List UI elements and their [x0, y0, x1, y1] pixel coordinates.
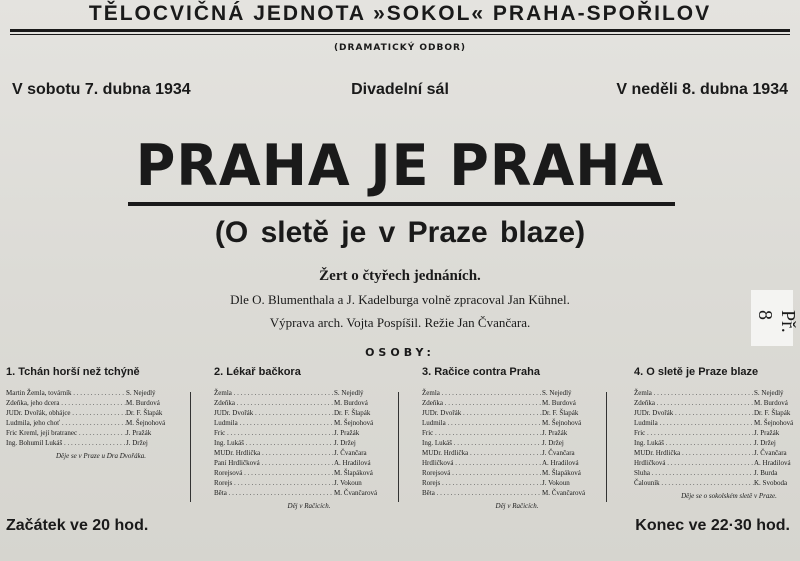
cast-row: [214, 388, 404, 398]
act-column: [6, 366, 196, 460]
role-name: Ludmila . . .: [214, 418, 334, 428]
play-title: PRAHA JE PRAHA: [135, 132, 665, 199]
role-name: Hrdličková . . .: [422, 458, 542, 468]
cast-list: [422, 388, 612, 498]
cast-row: [634, 418, 800, 428]
actor-name: M. Šejnohová: [334, 419, 374, 427]
header-rule: [10, 29, 790, 32]
end-time: Konec ve 22·30 hod.: [635, 517, 790, 534]
role-name: Čalouník . . .: [634, 478, 754, 488]
actor-name: J. Pražák: [754, 429, 780, 437]
cast-row: [422, 468, 612, 478]
cast-row: [214, 428, 404, 438]
actor-name: M. Burdová: [334, 399, 368, 407]
role-name: Rorejs . . .: [214, 478, 334, 488]
venue: Divadelní sál: [351, 81, 449, 98]
cast-row: [214, 398, 404, 408]
role-name: Ing. Lukáš . . .: [214, 438, 334, 448]
actor-name: J. Pražák: [126, 429, 152, 437]
actor-name: J. Pražák: [542, 429, 568, 437]
actor-name: M. Burdová: [126, 399, 160, 407]
actor-name: J. Držej: [754, 439, 776, 447]
actor-name: J. Držej: [334, 439, 356, 447]
header-rule-thin: [10, 34, 790, 35]
role-name: Žemla . . .: [634, 388, 754, 398]
cast-row: [634, 408, 800, 418]
actor-name: M. Šlapáková: [542, 469, 581, 477]
role-name: Martin Žemla, továrník . . .: [6, 388, 126, 398]
actor-name: J. Pražák: [334, 429, 360, 437]
role-name: MUDr. Hrdlička . . .: [634, 448, 754, 458]
role-name: Ing. Bohumil Lukáš . . .: [6, 438, 126, 448]
archive-tag: [751, 290, 799, 346]
actor-name: M. Šejnohová: [754, 419, 794, 427]
act-title: 3. Račice contra Praha: [422, 366, 541, 378]
role-name: Běta . . .: [422, 488, 542, 498]
role-name: Zdeňka . . .: [634, 398, 754, 408]
role-name: Zdeňka . . .: [422, 398, 542, 408]
cast-row: [422, 428, 612, 438]
setting-note: Děj v Račicích.: [495, 502, 539, 510]
actor-name: M. Burdová: [542, 399, 576, 407]
cast-row: [6, 408, 196, 418]
cast-list: [634, 388, 800, 488]
play-subtitle: (O sletě je v Praze blaze): [214, 216, 586, 249]
title-underline: [128, 202, 675, 206]
actor-name: J. Držej: [542, 439, 564, 447]
actor-name: S. Nejedlý: [334, 389, 364, 397]
role-name: JUDr. Dvořák . . .: [634, 408, 754, 418]
actor-name: K. Svoboda: [754, 479, 788, 487]
role-name: Žemla . . .: [214, 388, 334, 398]
cast-heading: OSOBY:: [365, 346, 435, 359]
actor-name: M. Šlapáková: [334, 469, 373, 477]
role-name: Ludmila, jeho choť . . .: [6, 418, 126, 428]
actor-name: S. Nejedlý: [542, 389, 572, 397]
role-name: Ing. Lukáš . . .: [422, 438, 542, 448]
cast-list: [214, 388, 404, 498]
actor-name: J. Čvančara: [334, 449, 367, 457]
role-name: JUDr. Dvořák . . .: [422, 408, 542, 418]
actor-name: J. Burda: [754, 469, 778, 477]
cast-row: [6, 418, 196, 428]
department-label: (DRAMATICKÝ ODBOR): [333, 43, 467, 53]
setting-note: Děje se v Praze u Dra Dvořáka.: [55, 452, 146, 460]
cast-row: [214, 468, 404, 478]
column-divider: [606, 392, 607, 502]
cast-row: [422, 388, 612, 398]
cast-row: [6, 428, 196, 438]
role-name: Zdeňka, jeho dcera . . .: [6, 398, 126, 408]
actor-name: A. Hradilová: [542, 459, 579, 467]
role-name: Paní Hrdličková . . .: [214, 458, 334, 468]
cast-row: [214, 478, 404, 488]
cast-row: [6, 438, 196, 448]
actor-name: M. Burdová: [754, 399, 788, 407]
setting-note: Děje se o sokolském sletě v Praze.: [681, 492, 777, 500]
cast-list: [6, 388, 196, 448]
actor-name: M. Čvančarová: [542, 489, 586, 497]
cast-row: [422, 418, 612, 428]
role-name: JUDr. Dvořák, obhájce . . .: [6, 408, 126, 418]
credits-line: Výprava arch. Vojta Pospíšil. Režie Jan Čvančara.: [269, 315, 531, 330]
date-right: V neděli 8. dubna 1934: [616, 81, 788, 98]
cast-row: [634, 448, 800, 458]
act-title: 1. Tchán horší než tchýně: [6, 366, 140, 378]
role-name: Hrdličková . . .: [634, 458, 754, 468]
organization-header: TĚLOCVIČNÁ JEDNOTA »SOKOL« PRAHA-SPOŘILOV: [88, 2, 712, 25]
act-title: 2. Lékař bačkora: [214, 366, 301, 378]
role-name: Žemla . . .: [422, 388, 542, 398]
role-name: JUDr. Dvořák . . .: [214, 408, 334, 418]
actor-name: M. Šejnohová: [542, 419, 582, 427]
cast-row: [422, 438, 612, 448]
actor-name: Dr. F. Šlapák: [334, 409, 371, 417]
actor-name: S. Nejedlý: [126, 389, 156, 397]
actor-name: Dr. F. Šlapák: [126, 409, 163, 417]
column-divider: [398, 392, 399, 502]
role-name: Rorejsová . . .: [214, 468, 334, 478]
act-title: 4. O sletě je Praze blaze: [634, 366, 759, 378]
actor-name: M. Čvančarová: [334, 489, 378, 497]
cast-row: [6, 398, 196, 408]
actor-name: M. Šejnohová: [126, 419, 166, 427]
role-name: Rorejsová . . .: [422, 468, 542, 478]
act-column: [214, 366, 404, 510]
role-name: MUDr. Hrdlička . . .: [422, 448, 542, 458]
actor-name: A. Hradilová: [754, 459, 791, 467]
role-name: Ing. Lukáš . . .: [634, 438, 754, 448]
actor-name: Dr. F. Šlapák: [542, 409, 579, 417]
actor-name: Dr. F. Šlapák: [754, 409, 791, 417]
cast-row: [634, 478, 800, 488]
act-column: [422, 366, 612, 510]
cast-row: [422, 458, 612, 468]
actor-name: S. Nejedlý: [754, 389, 784, 397]
role-name: Zdeňka . . .: [214, 398, 334, 408]
cast-row: [214, 408, 404, 418]
cast-row: [422, 408, 612, 418]
setting-note: Děj v Račicích.: [287, 502, 331, 510]
cast-row: [422, 448, 612, 458]
cast-row: [214, 438, 404, 448]
actor-name: J. Čvančara: [754, 449, 787, 457]
cast-row: [214, 448, 404, 458]
start-time: Začátek ve 20 hod.: [6, 517, 149, 534]
cast-row: [6, 388, 196, 398]
role-name: Fric Kreml, její bratranec . . .: [6, 428, 126, 438]
role-name: MUDr. Hrdlička . . .: [214, 448, 334, 458]
cast-row: [634, 388, 800, 398]
actor-name: J. Držej: [126, 439, 148, 447]
cast-row: [634, 468, 800, 478]
actor-name: A. Hradilová: [334, 459, 371, 467]
actor-name: J. Vokoun: [542, 479, 570, 487]
cast-row: [422, 488, 612, 498]
role-name: Fric . . .: [214, 428, 334, 438]
cast-row: [422, 398, 612, 408]
column-divider: [190, 392, 191, 502]
cast-row: [422, 478, 612, 488]
role-name: Běta . . .: [214, 488, 334, 498]
archive-tag-label: Př. 8: [754, 310, 799, 333]
cast-row: [214, 458, 404, 468]
cast-row: [634, 428, 800, 438]
genre-line: Žert o čtyřech jednáních.: [319, 268, 481, 284]
actor-name: J. Čvančara: [542, 449, 575, 457]
role-name: Ludmila . . .: [422, 418, 542, 428]
act-column: [634, 366, 800, 500]
actor-name: J. Vokoun: [334, 479, 362, 487]
cast-row: [634, 398, 800, 408]
role-name: Fric . . .: [422, 428, 542, 438]
cast-row: [214, 418, 404, 428]
authors-line: Dle O. Blumenthala a J. Kadelburga volně zpracoval Jan Kühnel.: [230, 292, 570, 307]
cast-row: [634, 438, 800, 448]
role-name: Rorejs . . .: [422, 478, 542, 488]
role-name: Ludmila . . .: [634, 418, 754, 428]
date-left: V sobotu 7. dubna 1934: [12, 81, 191, 98]
cast-row: [634, 458, 800, 468]
cast-row: [214, 488, 404, 498]
role-name: Fric . . .: [634, 428, 754, 438]
role-name: Sluha . . .: [634, 468, 754, 478]
